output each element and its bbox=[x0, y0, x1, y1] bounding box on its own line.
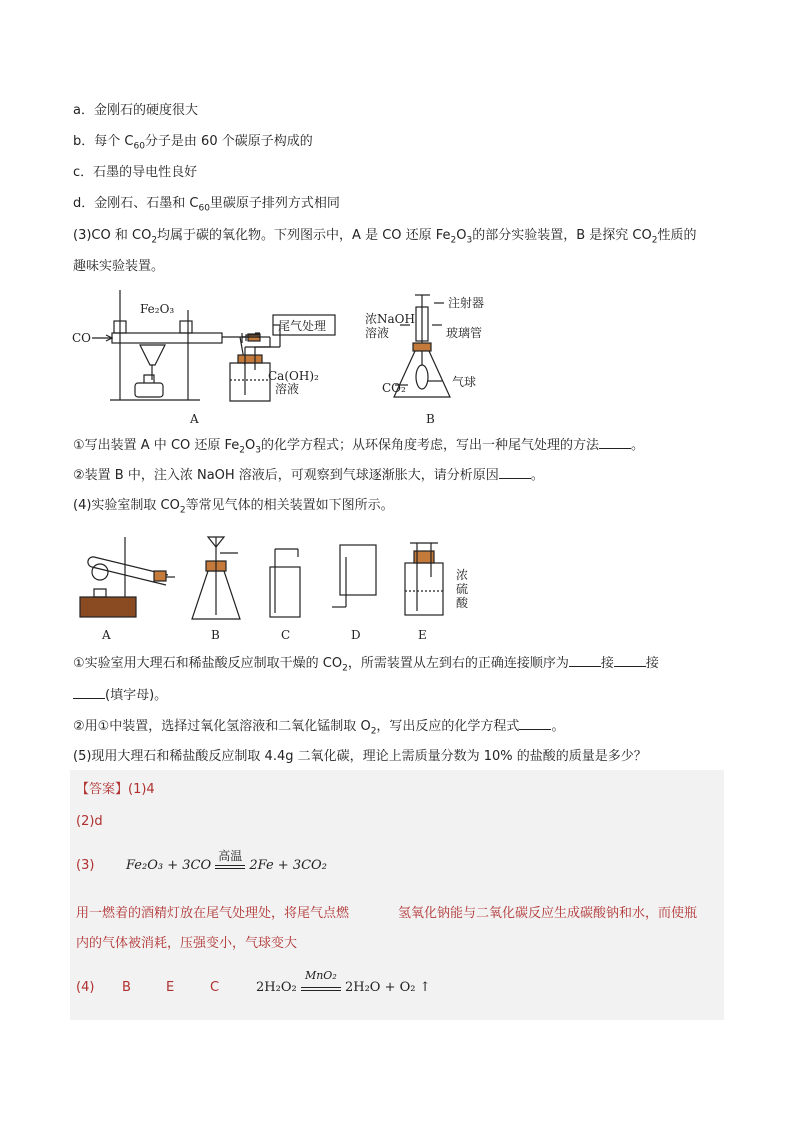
option-d: d．金刚石、石墨和 $C_{60}$里碳原子排列方式相同 bbox=[73, 196, 340, 214]
equation-2: 2H₂O₂ MnO₂ 2H₂O + O₂ ↑ bbox=[256, 969, 431, 995]
blank[interactable] bbox=[519, 717, 551, 730]
label-fe2o3: Fe₂O₃ bbox=[140, 302, 175, 316]
label-glass-tube: 玻璃管 bbox=[446, 326, 483, 340]
label-tail-treatment: 尾气处理 bbox=[278, 319, 327, 333]
option-b: b．每个 $C_{60}$分子是由 60 个碳原子构成的 bbox=[73, 134, 313, 152]
label-app-b: B bbox=[211, 628, 220, 642]
label-co2: CO₂ bbox=[382, 381, 406, 395]
equation-1: Fe₂O₃ + 3CO 高温 2Fe + 3CO₂ bbox=[126, 849, 327, 873]
label-solution-a: 溶液 bbox=[275, 382, 300, 396]
blank[interactable] bbox=[499, 466, 531, 479]
answer-3-text2: 氢氧化钠能与二氧化碳反应生成碳酸钠和水，而使瓶 bbox=[398, 906, 698, 921]
q5: (5)现用大理石和稀盐酸反应制取 4.4g 二氧化碳，理论上需质量分数为 10% 的盐酸的质量是多少？ bbox=[73, 749, 647, 764]
answer-4-b: B bbox=[122, 980, 131, 995]
answer-3-num: (3) bbox=[76, 858, 95, 873]
label-syringe: 注射器 bbox=[448, 296, 485, 310]
answer-box bbox=[70, 770, 724, 1020]
q4-sub1: ①实验室用大理石和稀盐酸反应制取干燥的 $CO_2$，所需装置从左到右的正确连接顺序为 接 接 bbox=[73, 656, 659, 674]
label-app-c: C bbox=[281, 628, 291, 642]
answer-4-e: E bbox=[166, 980, 175, 995]
apparatus-figure-4 bbox=[70, 527, 490, 645]
label-co: CO bbox=[72, 331, 92, 345]
q4-sub1-cont: (填字母)。 bbox=[73, 686, 167, 705]
q3-intro-line1: (3)CO 和 $CO_2$均属于碳的氧化物。下列图示中，A 是 CO 还原 $Fe_2O_3$的部分实验装置，B 是探究 $CO_2$性质的 bbox=[73, 228, 697, 246]
blank[interactable] bbox=[73, 686, 105, 699]
q3-sub2: ②装置 B 中，注入浓 NaOH 溶液后，可观察到气球逐渐胀大，请分析原因 。 bbox=[73, 468, 544, 483]
label-app-a: A bbox=[102, 628, 111, 642]
label-acid-3: 酸 bbox=[456, 596, 469, 610]
blank[interactable] bbox=[599, 436, 631, 449]
answer-4-num: (4) bbox=[76, 980, 95, 995]
q4-sub2: ②用①中装置，选择过氧化氢溶液和二氧化锰制取 $O_2$，写出反应的化学方程式 。 bbox=[73, 719, 565, 737]
answer-4-c: C bbox=[210, 980, 220, 995]
q3-intro-line2: 趣味实验装置。 bbox=[73, 259, 165, 274]
answer-2: (2)d bbox=[76, 814, 103, 829]
option-a: a．金刚石的硬度很大 bbox=[73, 103, 198, 118]
option-c: c．石墨的导电性良好 bbox=[73, 165, 198, 180]
answer-1: 【答案】(1)4 bbox=[76, 782, 155, 797]
label-naoh: 浓NaOH bbox=[365, 312, 415, 326]
label-app-e: E bbox=[418, 628, 427, 642]
answer-3-text1: 用一燃着的酒精灯放在尾气处理处，将尾气点燃 bbox=[76, 906, 350, 921]
label-balloon: 气球 bbox=[452, 375, 477, 389]
label-fig-b: B bbox=[426, 412, 435, 426]
q3-sub1: ①写出装置 A 中 CO 还原 $Fe_2O_3$的化学方程式；从环保角度考虑，写出一种尾气处理的方法 。 bbox=[73, 438, 645, 456]
label-app-d: D bbox=[351, 628, 361, 642]
answer-3-text3: 内的气体被消耗，压强变小，气球变大 bbox=[76, 936, 298, 951]
apparatus-figure-ab bbox=[70, 285, 510, 427]
label-solution-b: 溶液 bbox=[365, 326, 390, 340]
label-acid-1: 浓 bbox=[456, 568, 469, 582]
blank[interactable] bbox=[569, 654, 601, 667]
label-caoh2: Ca(OH)₂ bbox=[268, 369, 319, 383]
blank[interactable] bbox=[614, 654, 646, 667]
label-fig-a: A bbox=[190, 412, 199, 426]
label-acid-2: 硫 bbox=[456, 582, 469, 596]
q4-intro: (4)实验室制取 $CO_2$等常见气体的相关装置如下图所示。 bbox=[73, 498, 394, 516]
